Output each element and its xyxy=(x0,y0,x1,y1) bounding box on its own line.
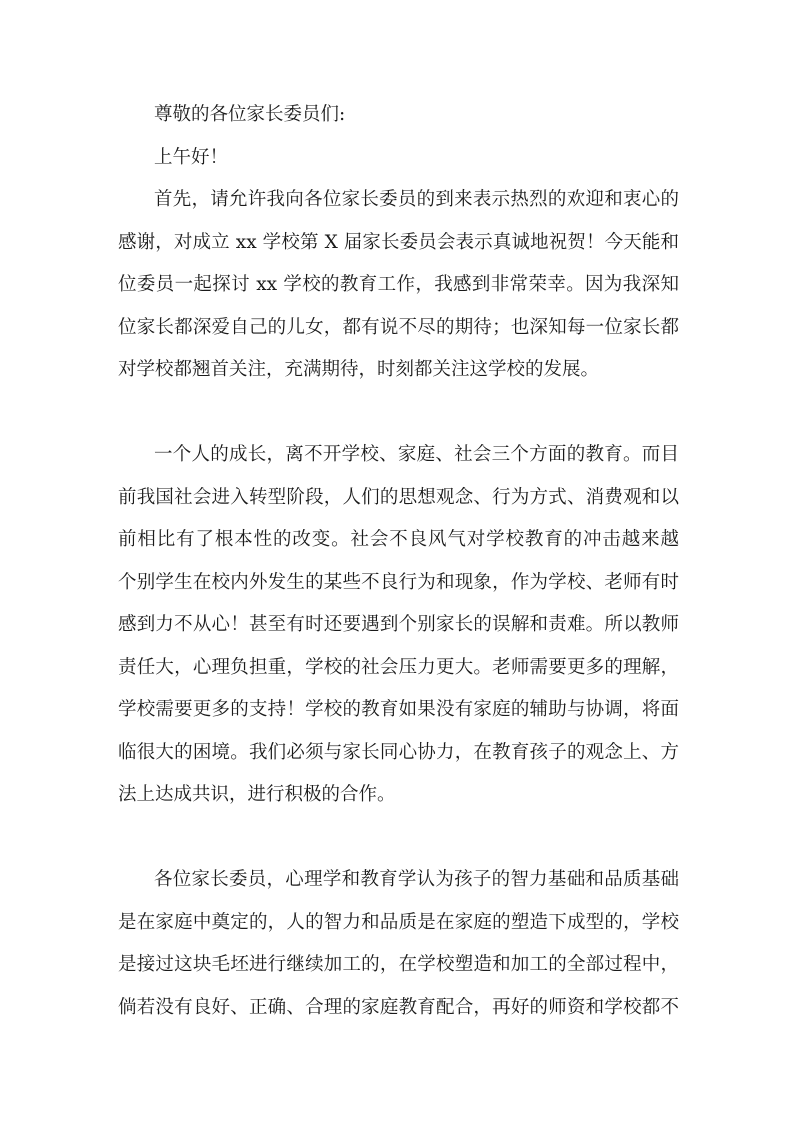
paragraph-line: 前我国社会进入转型阶段，人们的思想观念、行为方式、消费观和以 xyxy=(118,486,679,508)
paragraph-line: 临很大的困境。我们必须与家长同心协力，在教育孩子的观念上、方 xyxy=(118,741,679,763)
paragraph-line: 责任大，心理负担重，学校的社会压力更大。老师需要更多的理解， xyxy=(118,656,679,678)
paragraph-line: 感到力不从心！甚至有时还要遇到个别家长的误解和责难。所以教师 xyxy=(118,614,679,635)
paragraph-line: 位委员一起探讨 xx 学校的教育工作，我感到非常荣幸。因为我深知 xyxy=(118,274,679,295)
paragraph-line: 位家长都深爱自己的儿女，都有说不尽的期待；也深知每一位家长都 xyxy=(118,316,679,338)
salutation: 尊敬的各位家长委员们: xyxy=(154,104,346,125)
paragraph xyxy=(118,434,679,817)
paragraph-gap xyxy=(118,392,679,435)
paragraph-line: 是接过这块毛坯进行继续加工的，在学校塑造和加工的全部过程中， xyxy=(118,954,679,975)
paragraph-gap xyxy=(118,817,679,860)
paragraph-line: 学校需要更多的支持！学校的教育如果没有家庭的辅助与协调，将面 xyxy=(118,699,679,720)
paragraph-line: 法上达成共识，进行积极的合作。 xyxy=(118,784,396,805)
paragraph xyxy=(118,179,679,392)
paragraph-line: 对学校都翘首关注，充满期待，时刻都关注这学校的发展。 xyxy=(118,359,600,380)
paragraphs xyxy=(118,179,679,1029)
greeting: 上午好！ xyxy=(154,146,229,168)
document-body xyxy=(118,94,679,1029)
paragraph-line: 一个人的成长，离不开学校、家庭、社会三个方面的教育。而目 xyxy=(154,444,679,465)
paragraph-line: 倘若没有良好、正确、合理的家庭教育配合，再好的师资和学校都不 xyxy=(118,996,679,1018)
paragraph-line: 首先，请允许我向各位家长委员的到来表示热烈的欢迎和衷心的 xyxy=(154,189,679,210)
paragraph xyxy=(118,859,679,1029)
paragraph-line: 前相比有了根本性的改变。社会不良风气对学校教育的冲击越来越 xyxy=(118,529,679,550)
paragraph-line: 感谢，对成立 xx 学校第 X 届家长委员会表示真诚地祝贺！今天能和 xyxy=(118,231,679,253)
paragraph-line: 各位家长委员，心理学和教育学认为孩子的智力基础和品质基础 xyxy=(154,869,679,890)
paragraph-line: 个别学生在校内外发生的某些不良行为和现象，作为学校、老师有时 xyxy=(118,571,679,593)
paragraph-line: 是在家庭中奠定的，人的智力和品质是在家庭的塑造下成型的，学校 xyxy=(118,911,679,933)
